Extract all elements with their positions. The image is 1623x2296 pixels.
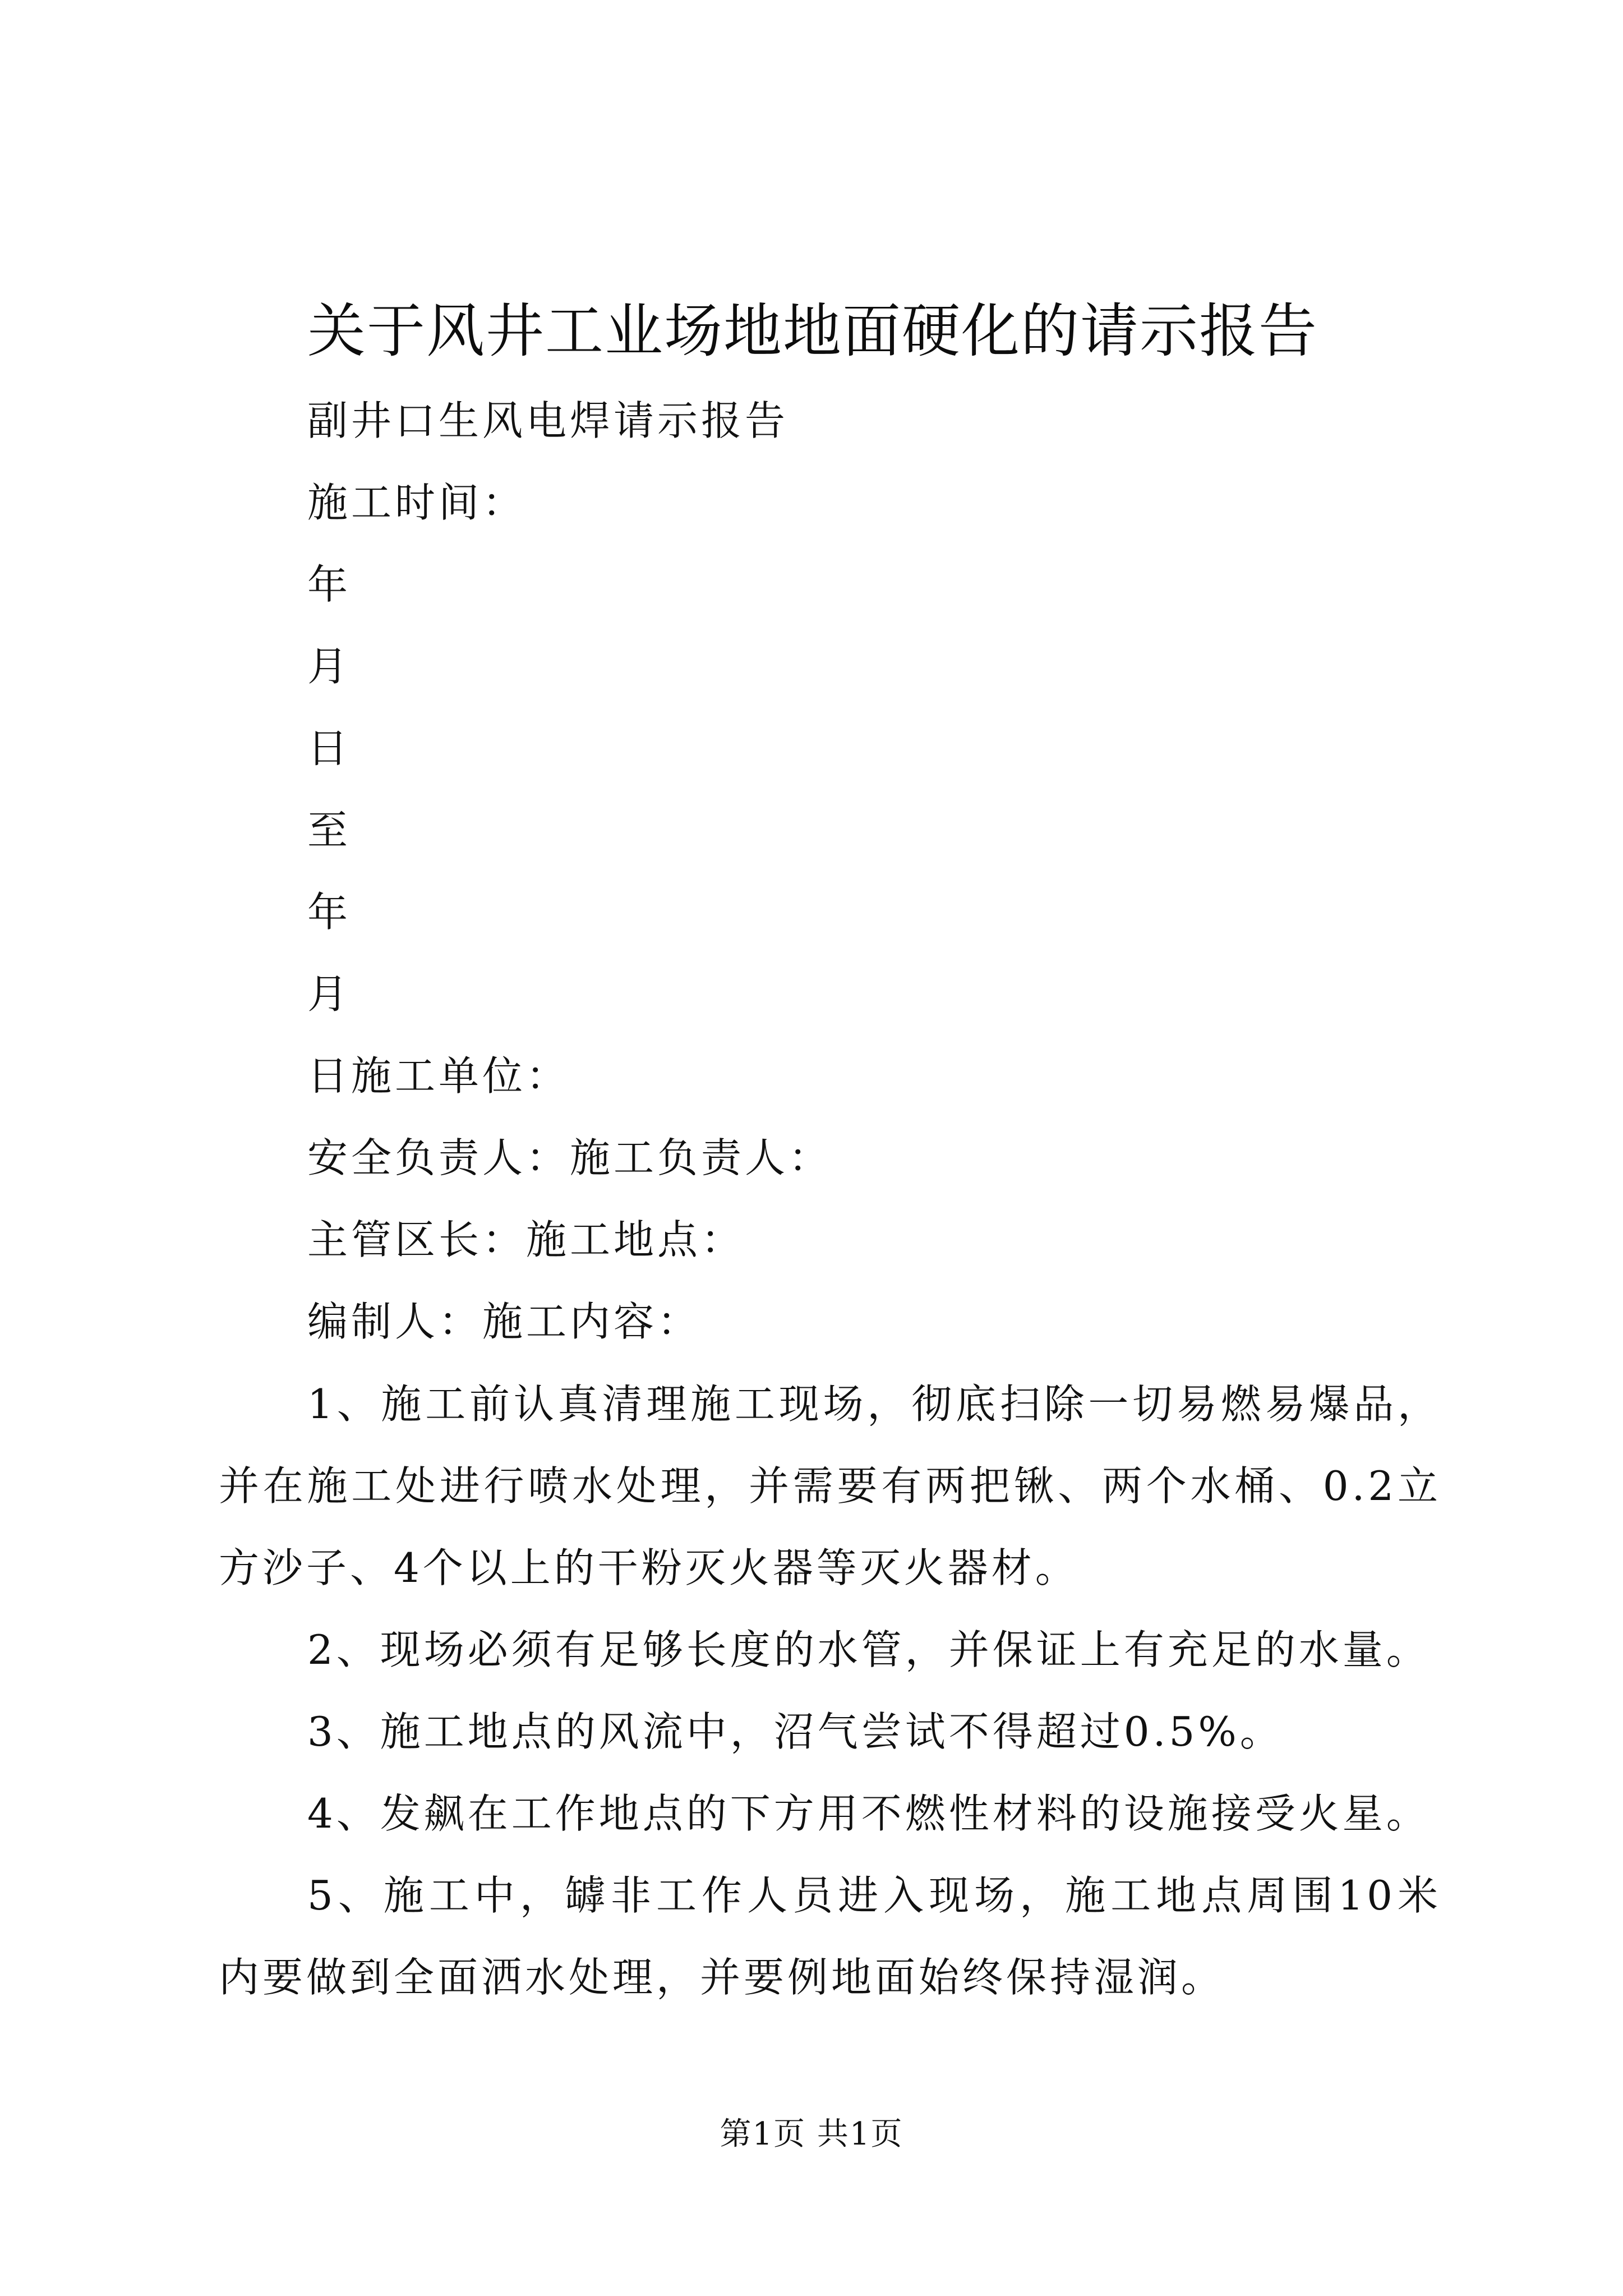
paragraph-item-5: 5、施工中，罅非工作人员进入现场，施工地点周围10米内要做到全面洒水处理，并要例地面始终保持湿润。: [219, 1872, 1441, 2001]
text-line: 日施工单位：: [307, 1052, 570, 1099]
paragraph-item-3: 3、施工地点的风流中，沼气尝试不得超过0.5%。: [307, 1708, 1284, 1755]
text-line: 主管区长：施工地点：: [307, 1216, 745, 1263]
paragraph-item-1: 1、施工前认真清理施工现场，彻底扫除一切易燃易爆品，并在施工处进行喷水处理，并需要有两把锹、两个水桶、0.2立方沙子、4个以上的干粉灭火器等灭火器材。: [219, 1381, 1441, 1591]
text-line: 施工时间：: [307, 479, 527, 526]
text-line: 月: [307, 970, 352, 1018]
document-title: 关于风井工业场地地面硬化的请示报告: [307, 297, 1318, 365]
subtitle-line: 副井口生风电焊请示报告: [307, 397, 789, 444]
text-line: 年: [307, 561, 352, 608]
text-line: 年: [307, 889, 352, 936]
page-footer: 第1页 共1页: [720, 2116, 903, 2152]
paragraph-item-2: 2、现场必须有足够长度的水管，并保证上有充足的水量。: [307, 1626, 1430, 1673]
text-line: 日: [307, 725, 352, 772]
paragraph-item-4: 4、发飙在工作地点的下方用不燃性材料的设施接受火星。: [307, 1790, 1430, 1837]
text-line: 至: [307, 807, 352, 854]
text-line: 编制人：施工内容：: [307, 1298, 702, 1345]
text-line: 安全负责人：施工负责人：: [307, 1134, 833, 1181]
text-line: 月: [307, 643, 352, 690]
